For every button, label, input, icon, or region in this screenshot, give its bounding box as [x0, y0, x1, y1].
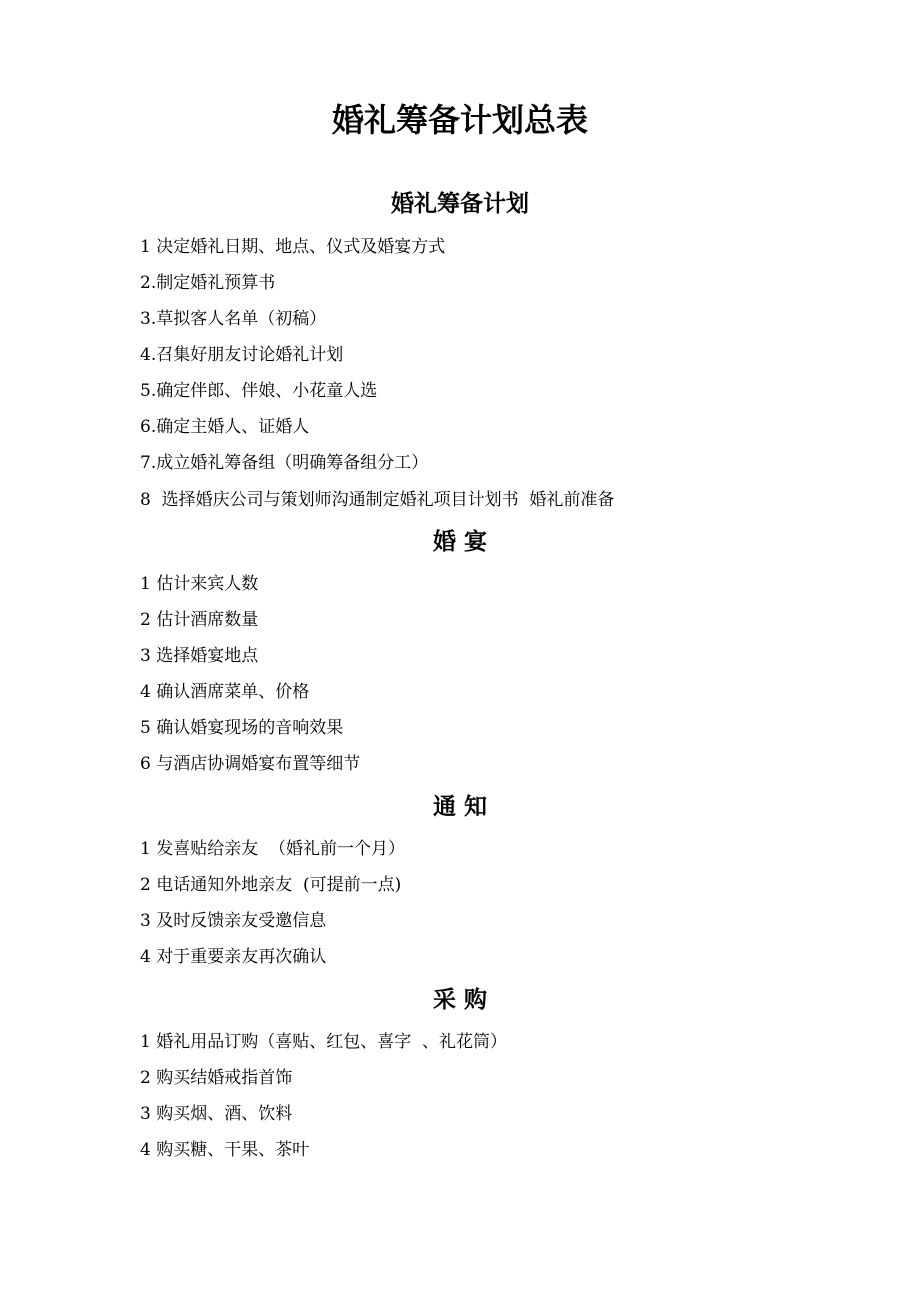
document-title: 婚礼筹备计划总表	[331, 101, 588, 139]
list-item: 4 确认酒席菜单、价格	[140, 682, 310, 702]
list-item: 3 购买烟、酒、饮料	[140, 1104, 293, 1124]
list-item: 1 婚礼用品订购（喜贴、红包、喜字 、礼花筒）	[140, 1032, 508, 1052]
list-item: 4 购买糖、干果、茶叶	[140, 1140, 310, 1160]
list-item: 8 选择婚庆公司与策划师沟通制定婚礼项目计划书 婚礼前准备	[140, 490, 615, 510]
list-item: 6.确定主婚人、证婚人	[140, 417, 310, 437]
section-heading-purchase: 采 购	[432, 986, 487, 1013]
list-item: 1 估计来宾人数	[140, 574, 259, 594]
list-item: 2.制定婚礼预算书	[140, 273, 276, 293]
list-item: 3.草拟客人名单（初稿）	[140, 309, 327, 329]
list-item: 2 估计酒席数量	[140, 610, 259, 630]
list-item: 3 选择婚宴地点	[140, 646, 259, 666]
list-item: 2 购买结婚戒指首饰	[140, 1068, 293, 1088]
list-item: 4.召集好朋友讨论婚礼计划	[140, 345, 344, 365]
list-item: 6 与酒店协调婚宴布置等细节	[140, 754, 361, 774]
section-heading-plan: 婚礼筹备计划	[391, 190, 529, 217]
list-item: 1 发喜贴给亲友 （婚礼前一个月）	[140, 839, 406, 859]
list-item: 1 决定婚礼日期、地点、仪式及婚宴方式	[140, 237, 446, 257]
list-item: 5.确定伴郎、伴娘、小花童人选	[140, 381, 378, 401]
section-heading-banquet: 婚 宴	[432, 528, 487, 555]
list-item: 2 电话通知外地亲友 (可提前一点)	[140, 875, 402, 895]
list-item: 7.成立婚礼筹备组（明确筹备组分工）	[140, 453, 429, 473]
list-item: 3 及时反馈亲友受邀信息	[140, 911, 327, 931]
list-item: 4 对于重要亲友再次确认	[140, 947, 327, 967]
list-item: 5 确认婚宴现场的音响效果	[140, 718, 344, 738]
section-heading-notice: 通 知	[432, 793, 487, 820]
